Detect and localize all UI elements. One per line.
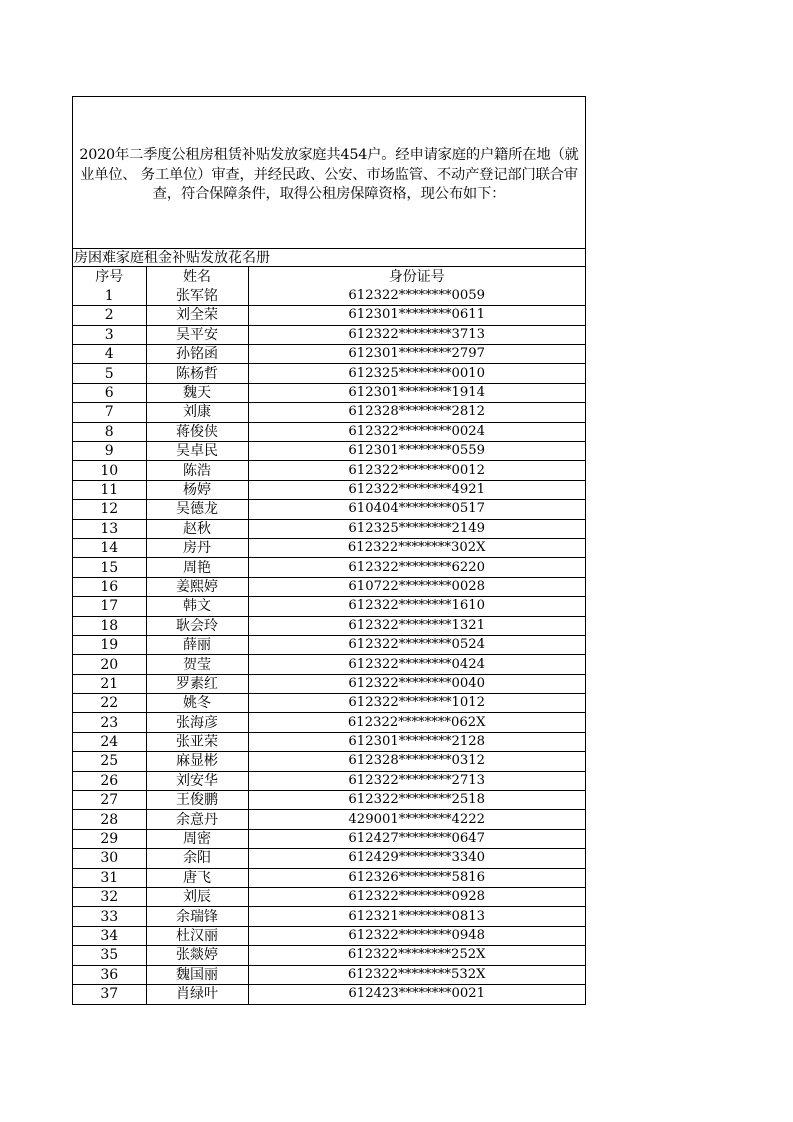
row-id-number: 612321********0813	[248, 907, 585, 926]
row-name: 王俊鹏	[146, 791, 248, 810]
table-row	[73, 383, 585, 402]
row-name: 刘安华	[146, 771, 248, 790]
row-number: 8	[73, 422, 146, 441]
row-number: 19	[73, 635, 146, 654]
table-row	[73, 306, 585, 325]
row-number: 18	[73, 616, 146, 635]
row-id-number: 612322********6220	[248, 558, 585, 577]
row-number: 21	[73, 674, 146, 693]
row-number: 25	[73, 752, 146, 771]
list-title: 房困难家庭租金补贴发放花名册	[73, 249, 585, 267]
row-number: 11	[73, 480, 146, 499]
table-row	[73, 926, 585, 945]
row-id-number: 429001********4222	[248, 810, 585, 829]
row-number: 3	[73, 325, 146, 344]
row-id-number: 612322********2713	[248, 771, 585, 790]
row-id-number: 612322********532X	[248, 965, 585, 984]
row-number: 22	[73, 694, 146, 713]
row-name: 陈浩	[146, 461, 248, 480]
table-row	[73, 461, 585, 480]
table-row	[73, 694, 585, 713]
row-name: 刘全荣	[146, 306, 248, 325]
table-row	[73, 538, 585, 557]
table-row	[73, 849, 585, 868]
row-number: 4	[73, 345, 146, 364]
header-name: 姓名	[146, 267, 248, 286]
table-row	[73, 345, 585, 364]
row-name: 余瑞锋	[146, 907, 248, 926]
row-name: 罗素红	[146, 674, 248, 693]
row-id-number: 612322********3713	[248, 325, 585, 344]
row-number: 10	[73, 461, 146, 480]
row-name: 刘辰	[146, 888, 248, 907]
row-id-number: 612322********1321	[248, 616, 585, 635]
row-name: 张燚婷	[146, 946, 248, 965]
row-id-number: 612322********2518	[248, 791, 585, 810]
table-row	[73, 558, 585, 577]
row-number: 14	[73, 538, 146, 557]
row-name: 余阳	[146, 849, 248, 868]
row-number: 34	[73, 926, 146, 945]
row-id-number: 612301********1914	[248, 383, 585, 402]
row-name: 薛丽	[146, 635, 248, 654]
row-name: 张海彦	[146, 713, 248, 732]
row-number: 12	[73, 500, 146, 519]
row-number: 27	[73, 791, 146, 810]
row-id-number: 612326********5816	[248, 868, 585, 887]
row-id-number: 612301********2797	[248, 345, 585, 364]
row-id-number: 612427********0647	[248, 829, 585, 848]
row-name: 麻显彬	[146, 752, 248, 771]
row-name: 肖绿叶	[146, 984, 248, 1003]
row-number: 7	[73, 403, 146, 422]
row-number: 9	[73, 442, 146, 461]
table-row	[73, 635, 585, 654]
roster-table	[73, 267, 585, 1004]
row-name: 魏天	[146, 383, 248, 402]
row-number: 6	[73, 383, 146, 402]
row-number: 16	[73, 577, 146, 596]
row-name: 房丹	[146, 538, 248, 557]
row-id-number: 612322********0928	[248, 888, 585, 907]
row-id-number: 612322********302X	[248, 538, 585, 557]
table-row	[73, 771, 585, 790]
table-row	[73, 597, 585, 616]
row-id-number: 612325********2149	[248, 519, 585, 538]
row-name: 陈杨哲	[146, 364, 248, 383]
table-row	[73, 965, 585, 984]
table-row	[73, 480, 585, 499]
row-name: 周艳	[146, 558, 248, 577]
row-name: 贺莹	[146, 655, 248, 674]
spreadsheet-page	[72, 96, 586, 1005]
notice-cell	[73, 97, 585, 249]
row-name: 吴平安	[146, 325, 248, 344]
row-id-number: 612328********2812	[248, 403, 585, 422]
row-name: 刘康	[146, 403, 248, 422]
row-number: 29	[73, 829, 146, 848]
table-row	[73, 422, 585, 441]
row-name: 张亚荣	[146, 732, 248, 751]
table-row	[73, 325, 585, 344]
row-name: 姜熙婷	[146, 577, 248, 596]
row-number: 32	[73, 888, 146, 907]
header-no: 序号	[73, 267, 146, 286]
row-name: 吴卓民	[146, 442, 248, 461]
table-row	[73, 888, 585, 907]
row-id-number: 610722********0028	[248, 577, 585, 596]
row-id-number: 612301********2128	[248, 732, 585, 751]
row-name: 唐飞	[146, 868, 248, 887]
row-id-number: 612322********0524	[248, 635, 585, 654]
table-row	[73, 286, 585, 305]
row-number: 24	[73, 732, 146, 751]
table-row	[73, 868, 585, 887]
row-id-number: 612322********0040	[248, 674, 585, 693]
row-id-number: 612423********0021	[348, 986, 486, 1002]
row-id-number: 612322********252X	[248, 946, 585, 965]
row-id-number: 612301********0611	[248, 306, 585, 325]
row-number: 36	[73, 965, 146, 984]
row-name: 赵秋	[146, 519, 248, 538]
row-id-number: 612322********062X	[248, 713, 585, 732]
row-number: 35	[73, 946, 146, 965]
table-row	[73, 364, 585, 383]
row-number: 30	[73, 849, 146, 868]
row-number: 2	[73, 306, 146, 325]
row-number: 13	[73, 519, 146, 538]
row-number: 15	[73, 558, 146, 577]
row-number: 33	[73, 907, 146, 926]
table-row	[73, 810, 585, 829]
table-row	[73, 732, 585, 751]
table-row	[73, 655, 585, 674]
row-name: 蒋俊侠	[146, 422, 248, 441]
row-id-number: 612301********0559	[248, 442, 585, 461]
row-name: 余意丹	[146, 810, 248, 829]
row-name: 耿会玲	[146, 616, 248, 635]
table-row	[73, 500, 585, 519]
row-number: 28	[73, 810, 146, 829]
row-id-number: 612322********0424	[248, 655, 585, 674]
row-name: 孙铭函	[146, 345, 248, 364]
table-row	[73, 752, 585, 771]
notice-text: 2020年二季度公租房租赁补贴发放家庭共454户。经申请家庭的户籍所在地（就业单位、 务工单位）审查，并经民政、公安、市场监管、不动产登记部门联合审查，符合保障条件，取得公租房保障资格，现公布如下：	[79, 147, 579, 203]
row-number: 23	[73, 713, 146, 732]
row-id-number: 612322********0059	[248, 286, 585, 305]
table-row	[73, 577, 585, 596]
row-name: 姚冬	[146, 694, 248, 713]
table-row	[73, 946, 585, 965]
row-number: 20	[73, 655, 146, 674]
row-name: 杨婷	[146, 480, 248, 499]
row-name: 韩文	[146, 597, 248, 616]
row-name: 吴德龙	[146, 500, 248, 519]
row-id-number: 612328********0312	[248, 752, 585, 771]
row-number: 26	[73, 771, 146, 790]
header-row	[73, 267, 585, 286]
row-id-number: 612322********4921	[248, 480, 585, 499]
row-id-number: 612322********0024	[248, 422, 585, 441]
row-name: 魏国丽	[146, 965, 248, 984]
table-row	[73, 791, 585, 810]
table-row	[73, 984, 585, 1003]
row-name: 杜汉丽	[146, 926, 248, 945]
header-id: 身份证号	[388, 268, 445, 285]
table-row	[73, 616, 585, 635]
table-row	[73, 907, 585, 926]
row-id-number: 612429********3340	[248, 849, 585, 868]
table-row	[73, 829, 585, 848]
row-name: 张军铭	[146, 286, 248, 305]
table-row	[73, 442, 585, 461]
table-row	[73, 519, 585, 538]
row-number: 17	[73, 597, 146, 616]
row-id-number: 612322********0948	[248, 926, 585, 945]
row-id-number: 612325********0010	[248, 364, 585, 383]
table-row	[73, 674, 585, 693]
row-number: 5	[73, 364, 146, 383]
row-id-number: 612322********0012	[248, 461, 585, 480]
table-row	[73, 713, 585, 732]
row-number: 31	[73, 868, 146, 887]
row-id-number: 610404********0517	[248, 500, 585, 519]
row-id-number: 612322********1012	[248, 694, 585, 713]
row-id-number: 612322********1610	[248, 597, 585, 616]
row-number: 1	[73, 286, 146, 305]
row-name: 周密	[146, 829, 248, 848]
row-number: 37	[73, 984, 146, 1003]
table-row	[73, 403, 585, 422]
